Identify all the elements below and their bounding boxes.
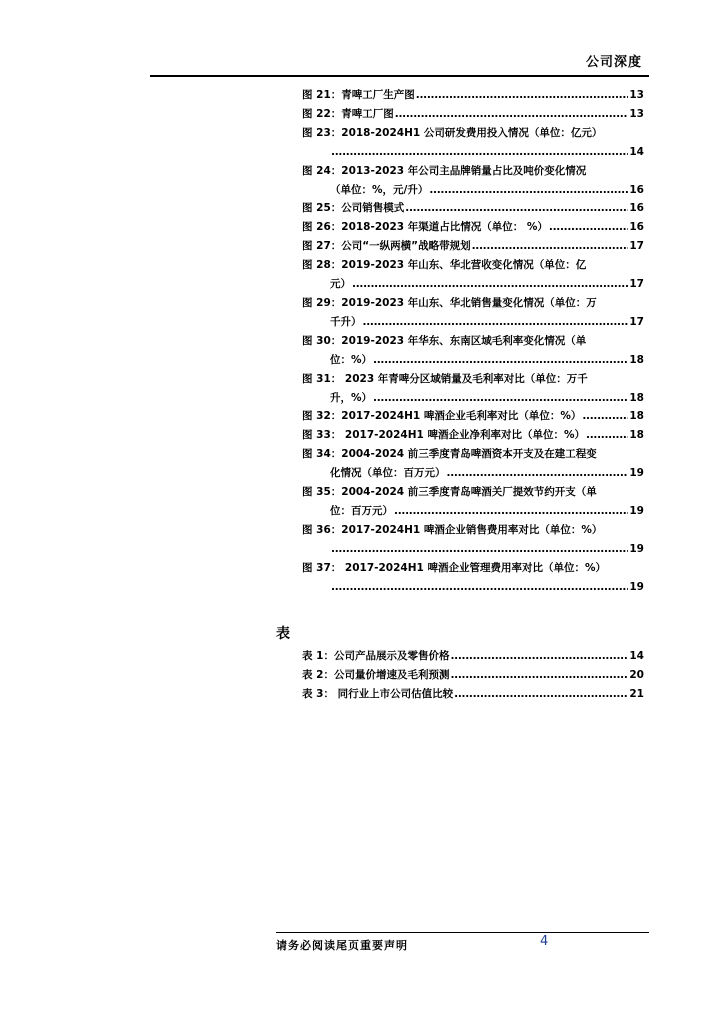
toc-line bbox=[302, 578, 644, 597]
toc-line bbox=[302, 181, 644, 200]
toc-page-number: 17 bbox=[629, 315, 644, 328]
toc-entry-title: 图 21：青啤工厂生产图 bbox=[302, 89, 415, 101]
figure-index-entry[interactable] bbox=[302, 370, 644, 408]
toc-page-number: 13 bbox=[629, 107, 644, 120]
dot-leader bbox=[373, 389, 628, 408]
toc-line bbox=[302, 332, 644, 351]
toc-entry-title: 图 24：2013-2023 年公司主品牌销量占比及吨价变化情况 bbox=[302, 164, 587, 177]
toc-page-number: 18 bbox=[629, 410, 644, 423]
dot-leader bbox=[416, 86, 629, 105]
toc-page-number: 13 bbox=[629, 89, 644, 101]
toc-entry-title: 表 2：公司量价增速及毛利预测 bbox=[302, 668, 450, 681]
table-index-entry[interactable] bbox=[302, 666, 644, 685]
toc-line bbox=[302, 647, 644, 666]
toc-line bbox=[302, 256, 644, 275]
report-type-label: 公司深度 bbox=[585, 55, 642, 70]
figure-index-entry[interactable] bbox=[302, 426, 644, 445]
toc-line bbox=[302, 521, 644, 540]
toc-entry-title: 图 29：2019-2023 年山东、华北销售量变化情况（单位：万 bbox=[302, 296, 597, 309]
figure-index-entry[interactable] bbox=[302, 445, 644, 483]
toc-line bbox=[302, 143, 644, 162]
dot-leader bbox=[331, 578, 628, 597]
table-index-entry[interactable] bbox=[302, 647, 644, 666]
toc-entry-title: 图 31： 2023 年青啤分区域销量及毛利率对比（单位：万千 bbox=[302, 372, 588, 385]
dot-leader bbox=[331, 143, 628, 162]
toc-entry-title: 化情况（单位：百万元） bbox=[330, 467, 446, 480]
table-index-list bbox=[302, 647, 644, 704]
toc-line bbox=[302, 162, 644, 181]
toc-entry-title: 图 35：2004-2024 前三季度青岛啤酒关厂提效节约开支（单 bbox=[302, 486, 597, 499]
toc-entry-title: 图 28：2019-2023 年山东、华北营收变化情况（单位：亿 bbox=[302, 259, 587, 272]
figure-index-entry[interactable] bbox=[302, 294, 644, 332]
toc-entry-title: 图 30：2019-2023 年华东、东南区域毛利率变化情况（单 bbox=[302, 334, 587, 347]
toc-line bbox=[302, 199, 644, 218]
toc-line bbox=[302, 294, 644, 313]
toc-entry-title: 表 1：公司产品展示及零售价格 bbox=[302, 650, 450, 662]
figure-index-entry[interactable] bbox=[302, 105, 644, 124]
toc-line bbox=[302, 389, 644, 408]
figure-index-entry[interactable] bbox=[302, 256, 644, 294]
toc-page-number: 18 bbox=[629, 353, 644, 366]
toc-line bbox=[302, 426, 644, 445]
toc-entry-title: 位：%） bbox=[330, 353, 373, 366]
toc-line bbox=[302, 559, 644, 578]
toc-entry-title: 图 25：公司销售模式 bbox=[302, 202, 405, 215]
figure-index-entry[interactable] bbox=[302, 483, 644, 521]
toc-page-number: 16 bbox=[629, 221, 644, 234]
toc-line bbox=[302, 407, 644, 426]
dot-leader bbox=[429, 181, 628, 200]
dot-leader bbox=[394, 502, 628, 521]
toc-entry-title: 图 37： 2017-2024H1 啤酒企业管理费用率对比（单位：%） bbox=[302, 561, 606, 574]
dot-leader bbox=[549, 218, 628, 237]
dot-leader bbox=[582, 407, 628, 426]
dot-leader bbox=[395, 105, 629, 124]
toc-line bbox=[302, 313, 644, 332]
figure-index-entry[interactable] bbox=[302, 124, 644, 162]
toc-entry-title: 元） bbox=[330, 278, 351, 291]
toc-line bbox=[302, 124, 644, 143]
toc-line bbox=[302, 370, 644, 389]
disclaimer-note: 请务必阅读尾页重要声明 bbox=[276, 939, 408, 952]
toc-line bbox=[302, 445, 644, 464]
toc-page-number: 19 bbox=[629, 467, 644, 480]
dot-leader bbox=[472, 237, 629, 256]
toc-entry-title: （单位：%，元/升） bbox=[330, 183, 429, 196]
toc-page-number: 21 bbox=[629, 687, 644, 700]
figure-index-entry[interactable] bbox=[302, 237, 644, 256]
toc-page-number: 17 bbox=[629, 278, 644, 291]
dot-leader bbox=[447, 464, 629, 483]
toc-entry-title: 图 32：2017-2024H1 啤酒企业毛利率对比（单位：%） bbox=[302, 410, 582, 423]
toc-line bbox=[302, 237, 644, 256]
toc-line bbox=[302, 105, 644, 124]
figure-index-entry[interactable] bbox=[302, 521, 644, 559]
figure-index-entry[interactable] bbox=[302, 559, 644, 597]
toc-entry-title: 图 36：2017-2024H1 啤酒企业销售费用率对比（单位：%） bbox=[302, 523, 603, 536]
toc-page-number: 18 bbox=[629, 429, 644, 442]
toc-entry-title: 图 23：2018-2024H1 公司研发费用投入情况（单位：亿元） bbox=[302, 126, 603, 139]
dot-leader bbox=[454, 685, 628, 704]
header-divider bbox=[150, 75, 649, 77]
figure-index-entry[interactable] bbox=[302, 162, 644, 200]
figure-index-list bbox=[302, 86, 644, 596]
toc-line bbox=[302, 275, 644, 294]
toc-line bbox=[302, 464, 644, 483]
dot-leader bbox=[450, 647, 628, 666]
page-number: 4 bbox=[540, 934, 549, 949]
toc-entry-title: 图 22：青啤工厂图 bbox=[302, 107, 394, 120]
table-index-heading: 表 bbox=[276, 626, 290, 642]
figure-index-entry[interactable] bbox=[302, 199, 644, 218]
toc-line bbox=[302, 685, 644, 704]
toc-entry-title: 千升） bbox=[330, 315, 362, 328]
toc-entry-title: 升，%） bbox=[330, 391, 373, 404]
toc-page-number: 16 bbox=[629, 202, 644, 215]
toc-page-number: 17 bbox=[629, 240, 644, 253]
toc-line bbox=[302, 351, 644, 370]
dot-leader bbox=[450, 666, 628, 685]
toc-page-number: 20 bbox=[629, 668, 644, 681]
dot-leader bbox=[331, 540, 628, 559]
toc-page-number: 19 bbox=[629, 580, 644, 593]
toc-page-number: 19 bbox=[629, 504, 644, 517]
dot-leader bbox=[373, 351, 628, 370]
figure-index-entry[interactable] bbox=[302, 86, 644, 105]
toc-line bbox=[302, 666, 644, 685]
dot-leader bbox=[405, 199, 628, 218]
toc-entry-title: 表 3： 同行业上市公司估值比较 bbox=[302, 687, 454, 700]
toc-entry-title: 位：百万元） bbox=[330, 504, 393, 517]
toc-line bbox=[302, 540, 644, 559]
toc-page-number: 19 bbox=[629, 542, 644, 555]
toc-page-number: 14 bbox=[629, 145, 644, 158]
figure-index-entry[interactable] bbox=[302, 407, 644, 426]
dot-leader bbox=[586, 426, 628, 445]
toc-line bbox=[302, 502, 644, 521]
toc-page-number: 18 bbox=[629, 391, 644, 404]
toc-line bbox=[302, 86, 644, 105]
toc-page-number: 14 bbox=[629, 650, 644, 662]
toc-entry-title: 图 26：2018-2023 年渠道占比情况（单位： %） bbox=[302, 221, 548, 234]
dot-leader bbox=[363, 313, 629, 332]
dot-leader bbox=[352, 275, 628, 294]
table-index-entry[interactable] bbox=[302, 685, 644, 704]
figure-index-entry[interactable] bbox=[302, 332, 644, 370]
toc-line bbox=[302, 483, 644, 502]
toc-entry-title: 图 27：公司“一纵两横”战略带规划 bbox=[302, 240, 471, 253]
toc-entry-title: 图 33： 2017-2024H1 啤酒企业净利率对比（单位：%） bbox=[302, 429, 585, 442]
figure-index-entry[interactable] bbox=[302, 218, 644, 237]
toc-entry-title: 图 34：2004-2024 前三季度青岛啤酒资本开支及在建工程变 bbox=[302, 448, 597, 461]
toc-line bbox=[302, 218, 644, 237]
footer-divider bbox=[276, 932, 649, 933]
toc-page-number: 16 bbox=[629, 183, 644, 196]
